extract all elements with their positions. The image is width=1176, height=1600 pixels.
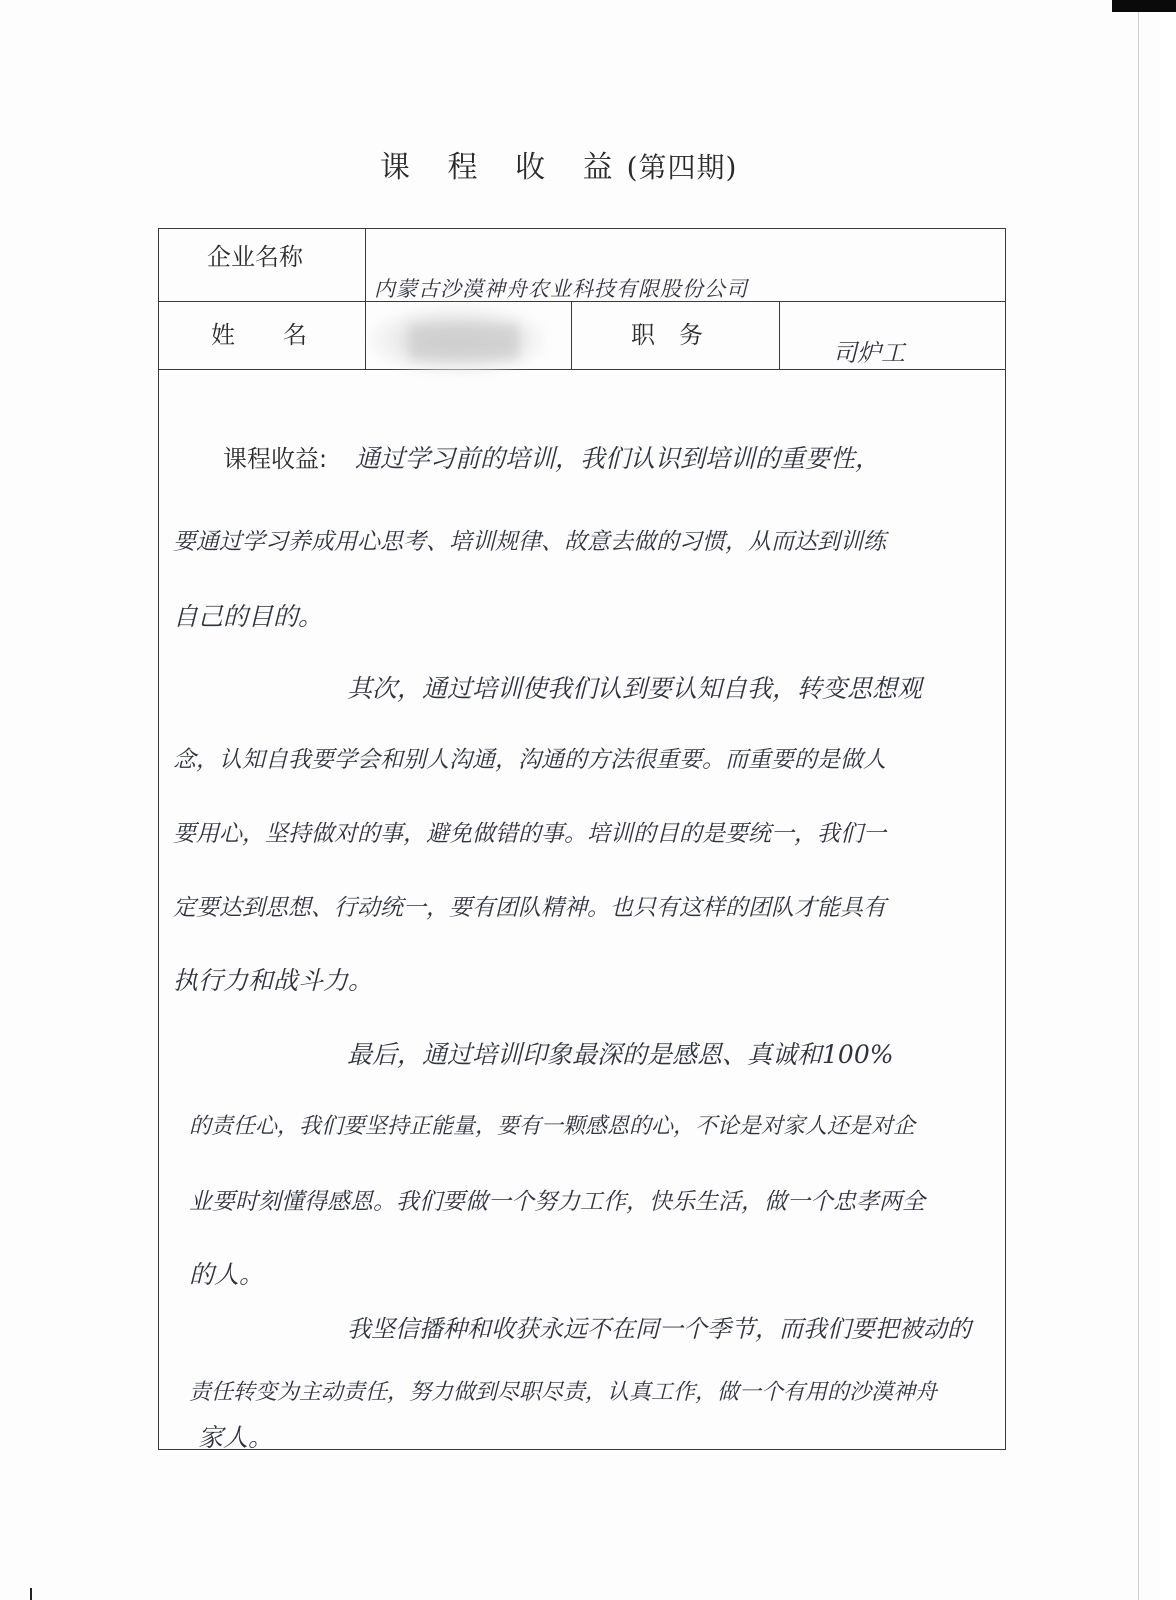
handwritten-line: 通过学习前的培训，我们认识到培训的重要性， xyxy=(355,444,881,473)
handwritten-line: 执行力和战斗力。 xyxy=(173,966,374,995)
column-divider xyxy=(571,301,572,369)
handwritten-line: 的责任心，我们要坚持正能量，要有一颗感恩的心，不论是对家人还是对企 xyxy=(189,1114,916,1139)
handwritten-line: 的人。 xyxy=(189,1260,265,1289)
title-main: 课 程 收 益 xyxy=(380,150,627,185)
benefit-form xyxy=(158,228,1006,1450)
handwritten-line: 责任转变为主动责任，努力做到尽职尽责，认真工作，做一个有用的沙漠神舟 xyxy=(189,1380,938,1405)
handwritten-line: 其次，通过培训使我们认到要认知自我，转变思想观 xyxy=(347,674,923,703)
name-label: 姓 名 xyxy=(211,321,307,349)
scan-margin xyxy=(1165,0,1176,1600)
handwritten-line: 自己的目的。 xyxy=(173,602,324,631)
redacted-name-blur xyxy=(409,325,519,359)
column-divider xyxy=(365,229,366,369)
benefit-label: 课程收益: xyxy=(223,445,328,473)
position-value: 司炉工 xyxy=(833,339,905,367)
handwritten-line: 定要达到思想、行动统一，要有团队精神。也只有这样的团队才能具有 xyxy=(173,895,886,921)
title-paren: (第四期) xyxy=(626,151,738,184)
handwritten-overflow-line: 家人。 xyxy=(198,1423,274,1452)
company-value: 内蒙古沙漠神舟农业科技有限股份公司 xyxy=(374,277,748,301)
document-title xyxy=(380,142,800,186)
column-divider xyxy=(779,301,780,369)
handwritten-line: 要通过学习养成用心思考、培训规律、故意去做的习惯，从而达到训练 xyxy=(173,529,886,555)
handwritten-line: 我坚信播种和收获永远不在同一个季节，而我们要把被动的 xyxy=(347,1315,971,1343)
handwritten-line: 最后，通过培训印象最深的是感恩、真诚和100% xyxy=(347,1040,894,1069)
handwritten-line: 要用心，坚持做对的事，避免做错的事。培训的目的是要统一，我们一 xyxy=(173,821,886,847)
paper-edge xyxy=(1138,0,1139,1600)
scan-corner-mark xyxy=(1112,0,1176,12)
company-label: 企业名称 xyxy=(207,243,303,271)
position-label: 职 务 xyxy=(631,321,703,349)
scan-tick-mark xyxy=(30,1588,32,1600)
row-divider xyxy=(159,369,1005,370)
handwritten-line: 念，认知自我要学会和别人沟通，沟通的方法很重要。而重要的是做人 xyxy=(173,747,886,773)
handwritten-line: 业要时刻懂得感恩。我们要做一个努力工作，快乐生活，做一个忠孝两全 xyxy=(189,1189,925,1215)
